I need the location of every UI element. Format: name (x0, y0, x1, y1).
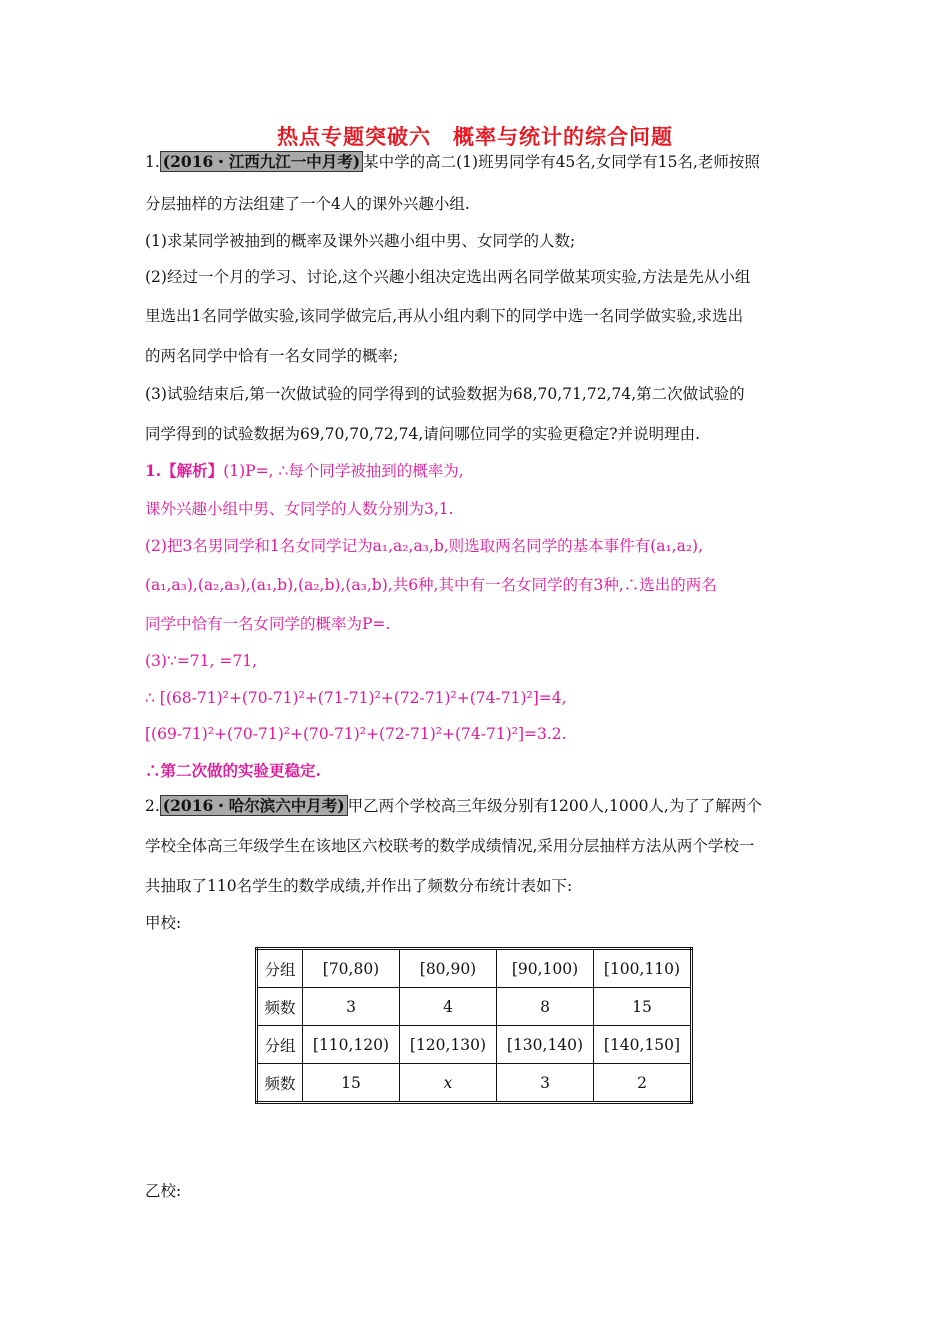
page-title: 热点专题突破六 概率与统计的综合问题 (277, 125, 673, 149)
table-cell: [140,150] (594, 1026, 692, 1064)
problem1-line-4: (2)经过一个月的学习、讨论,这个兴趣小组决定选出两名同学做某项实验,方法是先从小组 (145, 268, 751, 286)
solution1-line-9: ∴第二次做的实验更稳定. (145, 761, 321, 780)
school-b-label: 乙校: (145, 1182, 182, 1200)
table-row (257, 1064, 692, 1103)
table-cell: [110,120) (303, 1026, 400, 1064)
solution1-line-7: ∴ [(68-71)²+(70-71)²+(71-71)²+(72-71)²+(74-71)²]=4, (145, 689, 567, 707)
table-row (257, 988, 692, 1026)
table-cell: 频数 (257, 988, 303, 1026)
table-row (257, 949, 692, 988)
problem1-line-7: (3)试验结束后,第一次做试验的同学得到的试验数据为68,70,71,72,74,第二次做试验的 (145, 385, 745, 403)
problem2-text: 甲乙两个学校高三年级分别有1200人,1000人,为了了解两个 (347, 797, 762, 815)
table-cell: 频数 (257, 1064, 303, 1103)
problem2-line-2: 学校全体高三年级学生在该地区六校联考的数学成绩情况,采用分层抽样方法从两个学校一 (145, 837, 755, 855)
table-cell: 分组 (257, 1026, 303, 1064)
problem2-source-tag: (2016・哈尔滨六中月考) (160, 795, 348, 816)
table-row (257, 1026, 692, 1064)
problem1-line-3: (1)求某同学被抽到的概率及课外兴趣小组中男、女同学的人数; (145, 232, 576, 250)
problem2-line-3: 共抽取了110名学生的数学成绩,并作出了频数分布统计表如下: (145, 877, 573, 895)
table-cell: [130,140) (497, 1026, 594, 1064)
problem1-line-5: 里选出1名同学做实验,该同学做完后,再从小组内剩下的同学中选一名同学做实验,求选出 (145, 307, 744, 325)
problem2-number: 2. (145, 797, 160, 815)
solution1-text: (1)P=, ∴每个同学被抽到的概率为, (223, 462, 464, 480)
school-a-label: 甲校: (145, 914, 182, 932)
table-cell: x (400, 1064, 497, 1103)
table-cell: 4 (400, 988, 497, 1026)
problem1-line-2: 分层抽样的方法组建了一个4人的课外兴趣小组. (145, 195, 470, 213)
problem1-line-8: 同学得到的试验数据为69,70,70,72,74,请问哪位同学的实验更稳定?并说明理由. (145, 425, 700, 443)
solution1-label: 1.【解析】 (145, 461, 224, 480)
table-cell: 15 (303, 1064, 400, 1103)
table-cell: 3 (497, 1064, 594, 1103)
problem1-line-1 (145, 151, 760, 173)
table-cell: 15 (594, 988, 692, 1026)
solution1-line-1 (145, 460, 464, 482)
table-cell: [70,80) (303, 949, 400, 988)
solution1-line-5: 同学中恰有一名女同学的概率为P=. (145, 615, 391, 633)
solution1-line-4: (a₁,a₃),(a₂,a₃),(a₁,b),(a₂,b),(a₃,b),共6种,其中有一名女同学的有3种,∴选出的两名 (145, 576, 717, 594)
table-cell: [90,100) (497, 949, 594, 988)
problem2-line-1 (145, 795, 762, 817)
table-cell: 分组 (257, 949, 303, 988)
solution1-line-2: 课外兴趣小组中男、女同学的人数分别为3,1. (145, 500, 454, 518)
table-cell: [120,130) (400, 1026, 497, 1064)
frequency-table-a (255, 947, 693, 1104)
table-cell: [100,110) (594, 949, 692, 988)
solution1-line-8: [(69-71)²+(70-71)²+(70-71)²+(72-71)²+(74-71)²]=3.2. (145, 725, 567, 743)
table-cell: 8 (497, 988, 594, 1026)
problem1-number: 1. (145, 153, 160, 171)
problem1-text: 某中学的高二(1)班男同学有45名,女同学有15名,老师按照 (363, 153, 760, 171)
solution1-line-3: (2)把3名男同学和1名女同学记为a₁,a₂,a₃,b,则选取两名同学的基本事件有(a₁,a₂), (145, 537, 704, 555)
table-cell: 3 (303, 988, 400, 1026)
solution1-line-6: (3)∵=71, =71, (145, 652, 258, 670)
problem1-line-6: 的两名同学中恰有一名女同学的概率; (145, 347, 399, 365)
problem1-source-tag: (2016・江西九江一中月考) (160, 151, 363, 172)
table-cell: 2 (594, 1064, 692, 1103)
table-cell: [80,90) (400, 949, 497, 988)
